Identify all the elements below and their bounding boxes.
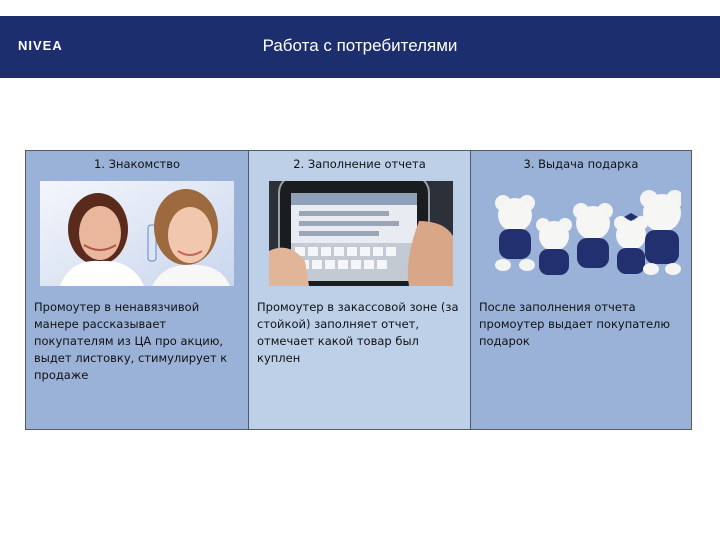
promoter-photo [40, 181, 234, 286]
step-title: 2. Заполнение отчета [293, 157, 426, 171]
header-bar [0, 16, 720, 78]
phone-photo [269, 181, 453, 286]
step-column-1 [26, 151, 248, 429]
steps-table [25, 150, 692, 430]
step-description: Промоутер в ненавязчивой манере рассказывает покупателям из ЦА про акцию, выдет листовку, стимулирует к продаже [34, 300, 228, 382]
step-title: 3. Выдача подарка [523, 157, 639, 171]
step-description: Промоутер в закассовой зоне (за стойкой) заполняет отчет, отмечает какой товар был куплен [257, 300, 459, 365]
step-column-2 [248, 151, 470, 429]
teddy-bears-photo [481, 181, 681, 286]
step-title: 1. Знакомство [93, 157, 181, 171]
nivea-logo: NIVEA [18, 38, 63, 53]
step-description: После заполнения отчета промоутер выдает покупателю подарок [479, 300, 671, 348]
bear-4 [614, 213, 648, 274]
page-title: Работа с потребителями [262, 36, 458, 55]
step-column-3 [470, 151, 691, 429]
